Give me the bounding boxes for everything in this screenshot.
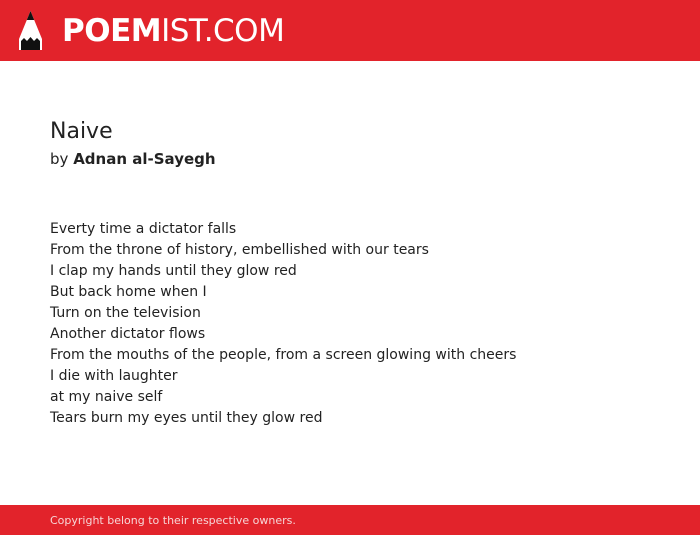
site-logo-link[interactable] [62,12,284,50]
brand-light-text: IST.COM [161,13,285,49]
byline-prefix: by [50,150,69,168]
poem-line: Another dictator flows [50,326,206,342]
poem-line: From the mouths of the people, from a screen glowing with cheers [50,347,517,363]
poem-byline [50,148,216,170]
poem-line: at my naive self [50,389,163,405]
poem-line: I clap my hands until they glow red [50,263,297,279]
poem-line: Everty time a dictator falls [50,221,237,237]
poem-line: From the throne of history, embellished with our tears [50,242,429,258]
poem-line: Tears burn my eyes until they glow red [50,410,323,426]
pencil-icon[interactable] [18,10,43,51]
poem-line: I die with laughter [50,368,178,384]
site-header [0,0,700,61]
poem-title: Naive [50,119,113,144]
poem-body [50,219,516,429]
copyright-text: Copyright belong to their respective owners. [50,514,296,527]
brand-bold-text: POEM [62,13,162,49]
poem-line: But back home when I [50,284,207,300]
site-footer [0,505,700,535]
poem-line: Turn on the television [50,305,201,321]
poem-author: Adnan al-Sayegh [73,150,216,168]
